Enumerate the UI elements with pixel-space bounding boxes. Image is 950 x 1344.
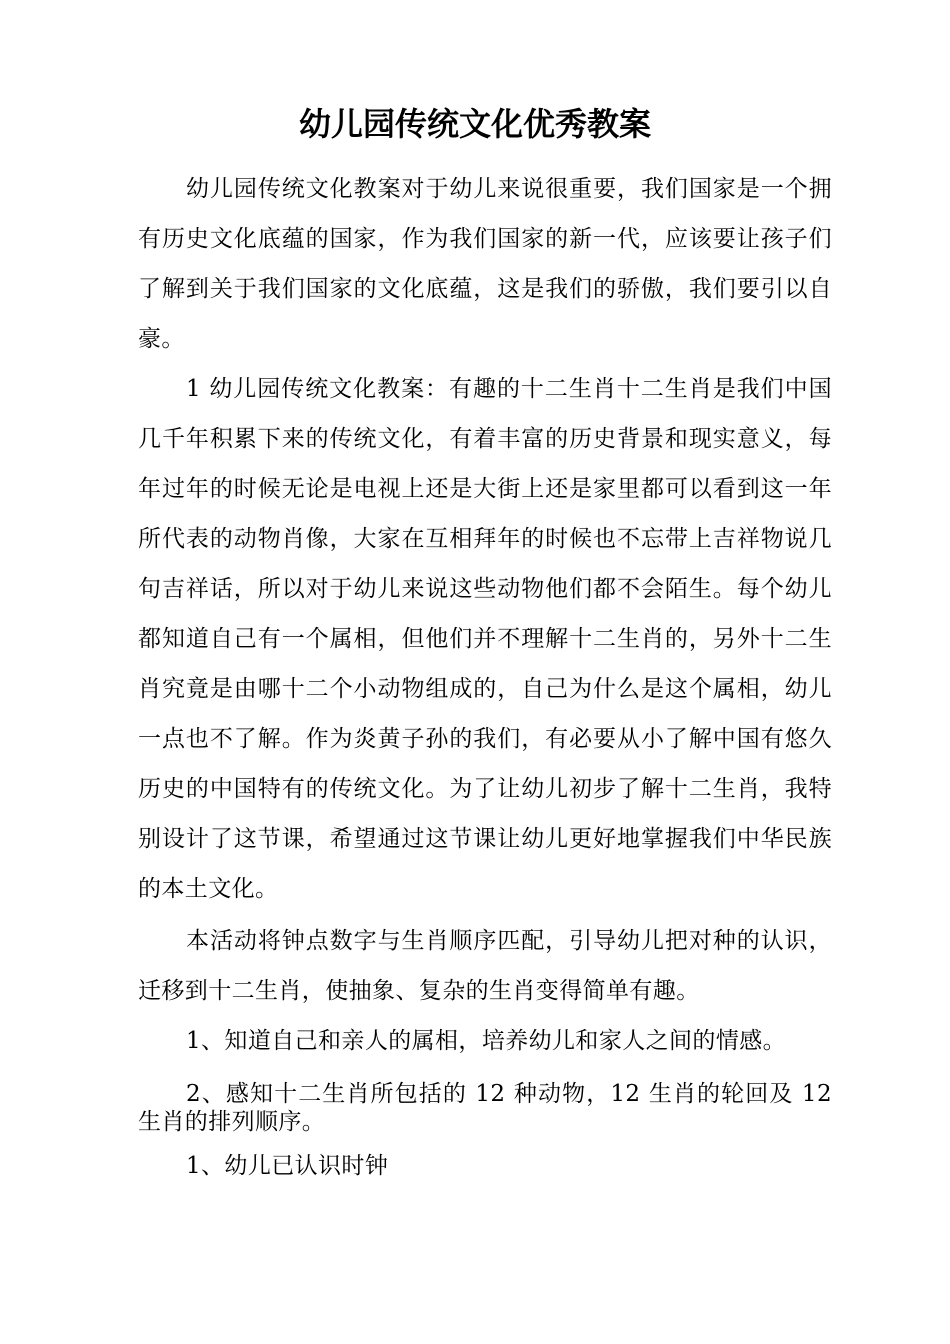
paragraph-activity-design: 本活动将钟点数字与生肖顺序匹配，引导幼儿把对种的认识，迁移到十二生肖，使抽象、复杂的生肖变得简单有趣。	[138, 928, 832, 1004]
paragraph-goal-2: 2、感知十二生肖所包括的 12 种动物，12 生肖的轮回及 12 生肖的排列顺序。	[138, 1081, 832, 1135]
document-title: 幼儿园传统文化优秀教案	[298, 105, 651, 143]
paragraph-goal-1: 1、知道自己和亲人的属相，培养幼儿和家人之间的情感。	[186, 1028, 787, 1054]
paragraph-preparation-1: 1、幼儿已认识时钟	[186, 1153, 389, 1179]
paragraph-lesson-background: 1 幼儿园传统文化教案：有趣的十二生肖十二生肖是我们中国几千年积累下来的传统文化，有着丰富的历史背景和现实意义，每年过年的时候无论是电视上还是大街上还是家里都可以看到这一年所代表的动物肖像，大家在互相拜年的时候也不忘带上吉祥物说几句吉祥话，所以对于幼儿来说这些动物他们都不会陌生。每个幼儿都知道自己有一个属相，但他们并不理解十二生肖的，另外十二生肖究竟是由哪十二个小动物组成的，自己为什么是这个属相，幼儿一点也不了解。作为炎黄子孙的我们，有必要从小了解中国有悠久历史的中国特有的传统文化。为了让幼儿初步了解十二生肖，我特别设计了这节课，希望通过这节课让幼儿更好地掌握我们中华民族的本土文化。	[138, 376, 832, 902]
paragraph-intro: 幼儿园传统文化教案对于幼儿来说很重要，我们国家是一个拥有历史文化底蕴的国家，作为我们国家的新一代，应该要让孩子们了解到关于我们国家的文化底蕴，这是我们的骄傲，我们要引以自豪。	[138, 176, 832, 352]
